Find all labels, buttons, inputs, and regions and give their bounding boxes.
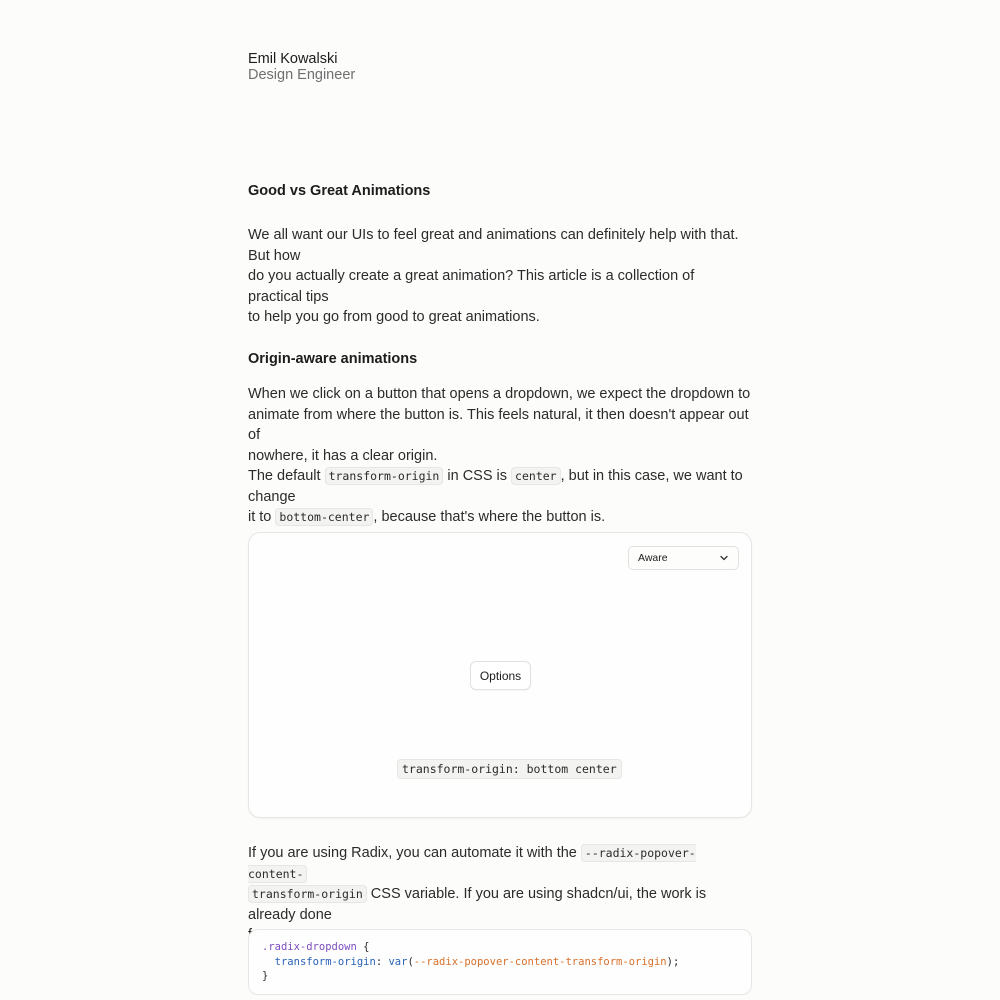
inline-code: center: [511, 467, 561, 485]
text-segment: If you are using Radix, you can automate it with the: [248, 845, 581, 861]
paragraph-line: When we click on a button that opens a dropdown, we expect the dropdown to: [248, 386, 751, 402]
paragraph-line: animate from where the button is. This feels natural, it then doesn't appear out of: [248, 406, 749, 444]
text-segment: it to: [248, 509, 276, 526]
code-function: var: [388, 955, 408, 968]
section-heading: Origin-aware animations: [248, 351, 418, 367]
intro-line: do you actually create a great animation? This article is a collection of practical tips: [248, 268, 695, 305]
intro-line: We all want our UIs to feel great and animations can definitely help with that. But how: [248, 227, 739, 264]
code-punct: {: [356, 941, 370, 953]
text-segment: The default: [248, 468, 325, 484]
code-block: [248, 929, 752, 995]
paragraph-line: [248, 466, 752, 507]
text-segment: in CSS is: [443, 468, 512, 484]
code-punct: :: [375, 955, 389, 968]
article-title: Good vs Great Animations: [248, 183, 431, 199]
paragraph-line: [248, 884, 752, 925]
author-name[interactable]: Emil Kowalski: [248, 51, 338, 67]
author-role: Design Engineer: [248, 67, 356, 83]
chevron-down-icon: [719, 553, 729, 563]
code-selector: .radix-dropdown: [262, 941, 357, 953]
select-value: Aware: [638, 552, 668, 564]
paragraph-line: nowhere, it has a clear origin.: [248, 447, 438, 464]
code-line: [262, 955, 738, 970]
code-line: }: [262, 970, 269, 982]
origin-paragraph: [248, 384, 752, 466]
demo-card: [248, 532, 752, 818]
intro-paragraph: [248, 225, 752, 328]
code-property: transform-origin: [274, 955, 376, 968]
inline-code: transform-origin: [325, 467, 444, 485]
paragraph-line: [248, 843, 752, 884]
code-line: [262, 940, 738, 955]
inline-code: --radix-popover-content-: [248, 846, 696, 881]
origin-readout: transform-origin: bottom center: [397, 759, 622, 779]
code-punct: );: [666, 955, 680, 968]
text-segment: , because that's where the button is.: [373, 509, 606, 526]
origin-mode-select[interactable]: [628, 546, 739, 570]
inline-code: transform-origin: [248, 885, 367, 903]
transform-origin-paragraph: [248, 466, 752, 528]
code-variable: --radix-popover-content-transform-origin: [413, 955, 667, 968]
inline-code: bottom-center: [275, 508, 373, 526]
paragraph-line: [248, 507, 752, 528]
text-segment: , but in this case, we want to change: [248, 468, 743, 505]
code-punct: (: [407, 955, 414, 968]
intro-line: to help you go from good to great animations.: [248, 309, 540, 326]
text-segment: CSS variable. If you are using shadcn/ui, the work is already done: [248, 886, 707, 923]
author-header: [248, 51, 752, 83]
options-button[interactable]: Options: [470, 661, 531, 690]
